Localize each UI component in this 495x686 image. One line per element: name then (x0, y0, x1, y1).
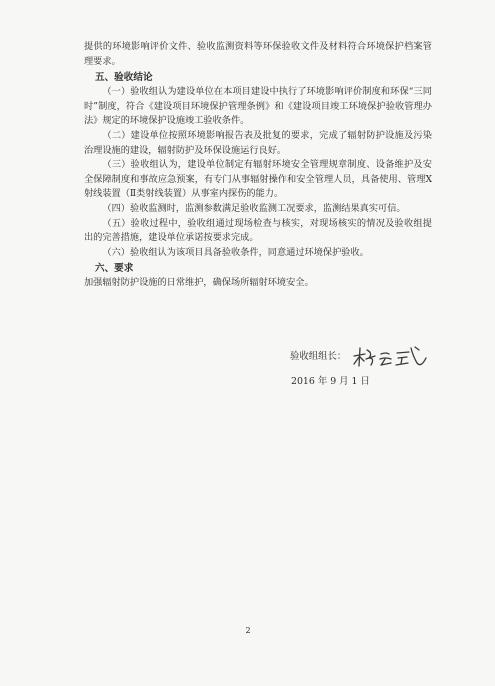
conclusion-item-3: （三）验收组认为，建设单位制定有辐射环境安全管理规章制度、设备维护及安全保障制度和事故应急预案，有专门从事辐射操作和安全管理人员，具备使用、管理X射线装置（Ⅱ类射线装置）从事室内探伤的能力。 (84, 159, 432, 200)
conclusion-item-4: （四）验收监测时，监测参数满足验收监测工况要求，监测结果真实可信。 (102, 202, 406, 214)
signature-block (290, 344, 431, 370)
section-heading-requirements: 六、要求 (95, 263, 134, 275)
page-number: 2 (245, 626, 251, 635)
conclusion-item-6: （六）验收组认为该项目具备验收条件，同意通过环境保护验收。 (102, 246, 369, 258)
document-body (84, 40, 432, 291)
conclusion-item-1: （一）验收组认为建设单位在本项目建设中执行了环境影响评价制度和环保“三同时”制度，符合《建设项目环境保护管理条例》和《建设项目竣工环境保护验收管理办法》规定的环境保护设施竣工验收条件。 (84, 86, 432, 127)
signature-date: 2016 年 9 月 1 日 (291, 376, 370, 387)
conclusion-item-2: （二）建设单位按照环境影响报告表及批复的要求，完成了辐射防护设施及污染治理设施的建设，辐射防护及环保设施运行良好。 (84, 129, 432, 156)
signature-label: 验收组组长： (290, 351, 347, 362)
section-heading-conclusion: 五、验收结论 (95, 72, 153, 84)
requirement-item-1: 加强辐射防护设施的日常维护，确保场所辐射环境安全。 (84, 277, 314, 289)
handwritten-signature (351, 344, 431, 370)
conclusion-item-5: （五）验收过程中，验收组通过现场检查与核实，对现场核实的情况及验收组提出的完善措施，建设单位承诺按要求完成。 (84, 217, 432, 244)
intro-paragraph: 提供的环境影响评价文件、验收监测资料等环保验收文件及材料符合环境保护档案管理要求。 (84, 41, 432, 67)
